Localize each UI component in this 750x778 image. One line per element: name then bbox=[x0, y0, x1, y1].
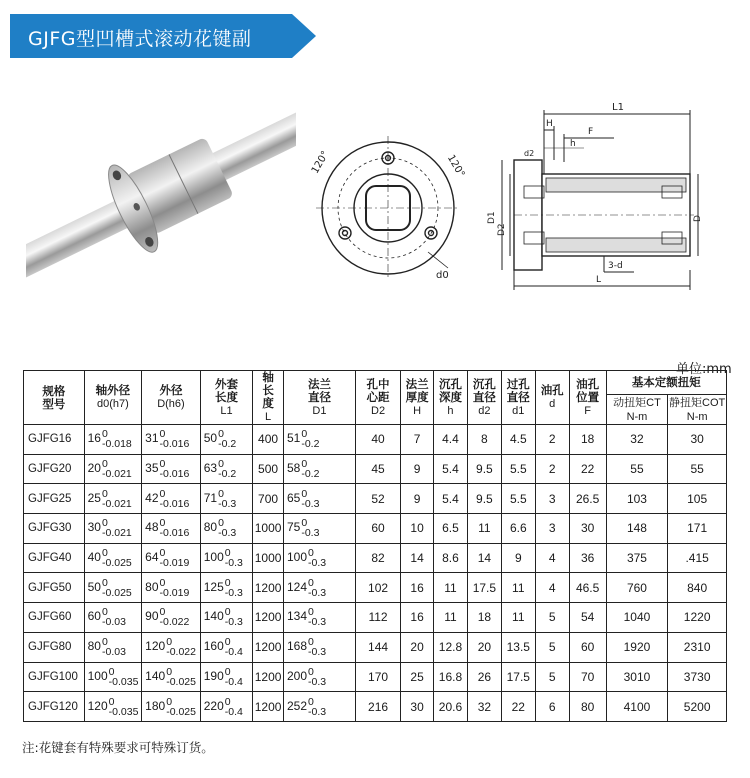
cell-hole-pcd: 82 bbox=[355, 543, 400, 573]
cell-shaft-od: 120 0 -0.035 bbox=[84, 692, 142, 722]
cell-counterbore-depth: 5.4 bbox=[434, 454, 468, 484]
spec-table bbox=[23, 370, 727, 722]
cell-dynamic-torque: 103 bbox=[606, 484, 668, 514]
cell-model: GJFG25 bbox=[24, 484, 85, 514]
cell-flange-thickness: 16 bbox=[401, 603, 434, 633]
cell-hole-pcd: 102 bbox=[355, 573, 400, 603]
cell-sleeve-length: 63 0 -0.2 bbox=[200, 454, 252, 484]
spec-table-body bbox=[24, 425, 727, 722]
cell-outer-diameter: 64 0 -0.019 bbox=[142, 543, 201, 573]
cell-oil-hole-position: 30 bbox=[569, 514, 606, 544]
cell-counterbore-depth: 6.5 bbox=[434, 514, 468, 544]
cell-oil-hole-position: 36 bbox=[569, 543, 606, 573]
cell-counterbore-diameter: 20 bbox=[467, 632, 501, 662]
cell-hole-pcd: 170 bbox=[355, 662, 400, 692]
cell-shaft-length: 400 bbox=[253, 425, 284, 455]
cell-counterbore-depth: 5.4 bbox=[434, 484, 468, 514]
cell-counterbore-diameter: 11 bbox=[467, 514, 501, 544]
cell-oil-hole: 4 bbox=[535, 543, 569, 573]
cell-counterbore-depth: 12.8 bbox=[434, 632, 468, 662]
cell-dynamic-torque: 3010 bbox=[606, 662, 668, 692]
header-dynamic-torque: 动扭矩CT N-m bbox=[606, 395, 668, 425]
cell-dynamic-torque: 55 bbox=[606, 454, 668, 484]
cell-through-hole-diameter: 11 bbox=[501, 573, 535, 603]
cell-flange-thickness: 7 bbox=[401, 425, 434, 455]
cell-shaft-length: 1200 bbox=[253, 573, 284, 603]
cell-flange-diameter: 134 0 -0.3 bbox=[283, 603, 355, 633]
cell-shaft-length: 1200 bbox=[253, 692, 284, 722]
cell-oil-hole-position: 18 bbox=[569, 425, 606, 455]
cell-outer-diameter: 180 0 -0.025 bbox=[142, 692, 201, 722]
header-flange-thickness: 法兰 厚度 H bbox=[401, 371, 434, 425]
header-counterbore-depth: 沉孔 深度 h bbox=[434, 371, 468, 425]
cell-counterbore-diameter: 9.5 bbox=[467, 454, 501, 484]
cell-flange-thickness: 20 bbox=[401, 632, 434, 662]
cell-hole-pcd: 216 bbox=[355, 692, 400, 722]
cell-flange-diameter: 75 0 -0.3 bbox=[283, 514, 355, 544]
cell-counterbore-diameter: 17.5 bbox=[467, 573, 501, 603]
cell-model: GJFG30 bbox=[24, 514, 85, 544]
label-L1: L1 bbox=[612, 102, 624, 113]
cell-shaft-od: 80 0 -0.03 bbox=[84, 632, 142, 662]
cell-hole-pcd: 40 bbox=[355, 425, 400, 455]
page-title: GJFG型凹槽式滚动花键副 bbox=[28, 28, 252, 50]
cell-dynamic-torque: 760 bbox=[606, 573, 668, 603]
cell-shaft-od: 20 0 -0.021 bbox=[84, 454, 142, 484]
cell-shaft-od: 40 0 -0.025 bbox=[84, 543, 142, 573]
cell-static-torque: 3730 bbox=[668, 662, 727, 692]
cell-oil-hole: 5 bbox=[535, 662, 569, 692]
cell-oil-hole-position: 80 bbox=[569, 692, 606, 722]
cell-oil-hole: 3 bbox=[535, 484, 569, 514]
cell-model: GJFG20 bbox=[24, 454, 85, 484]
cell-shaft-length: 1200 bbox=[253, 662, 284, 692]
cell-oil-hole-position: 22 bbox=[569, 454, 606, 484]
cell-oil-hole: 5 bbox=[535, 632, 569, 662]
label-3-d: 3-d bbox=[608, 261, 623, 271]
cell-model: GJFG40 bbox=[24, 543, 85, 573]
header-static-torque: 静扭矩COT N-m bbox=[669, 396, 726, 423]
cell-flange-thickness: 14 bbox=[401, 543, 434, 573]
cell-sleeve-length: 50 0 -0.2 bbox=[200, 425, 252, 455]
header-torque-group: 基本定额扭矩 bbox=[606, 371, 726, 395]
cell-dynamic-torque: 32 bbox=[606, 425, 668, 455]
cell-flange-diameter: 65 0 -0.3 bbox=[283, 484, 355, 514]
cell-static-torque: 5200 bbox=[668, 692, 727, 722]
cell-dynamic-torque: 4100 bbox=[606, 692, 668, 722]
cell-through-hole-diameter: 6.6 bbox=[501, 514, 535, 544]
cell-through-hole-diameter: 22 bbox=[501, 692, 535, 722]
header-through-hole-diameter: 过孔 直径 d1 bbox=[501, 371, 535, 425]
cell-model: GJFG60 bbox=[24, 603, 85, 633]
cell-flange-diameter: 252 0 -0.3 bbox=[283, 692, 355, 722]
cell-hole-pcd: 144 bbox=[355, 632, 400, 662]
cell-counterbore-diameter: 14 bbox=[467, 543, 501, 573]
cell-flange-diameter: 200 0 -0.3 bbox=[283, 662, 355, 692]
cell-model: GJFG120 bbox=[24, 692, 85, 722]
product-photo bbox=[26, 100, 296, 290]
table-row bbox=[24, 603, 727, 633]
cell-shaft-length: 1000 bbox=[253, 514, 284, 544]
cell-shaft-length: 500 bbox=[253, 454, 284, 484]
header-sleeve-length: 外套 长度 L1 bbox=[200, 371, 252, 425]
cell-shaft-od: 50 0 -0.025 bbox=[84, 573, 142, 603]
cell-shaft-length: 1200 bbox=[253, 603, 284, 633]
table-row bbox=[24, 425, 727, 455]
cell-hole-pcd: 45 bbox=[355, 454, 400, 484]
header-outer-diameter: 外径 D(h6) bbox=[142, 371, 201, 425]
cell-outer-diameter: 31 0 -0.016 bbox=[142, 425, 201, 455]
cell-static-torque: 105 bbox=[668, 484, 727, 514]
side-view-drawing bbox=[484, 100, 704, 295]
cell-shaft-length: 1000 bbox=[253, 543, 284, 573]
cell-counterbore-depth: 8.6 bbox=[434, 543, 468, 573]
cell-flange-thickness: 30 bbox=[401, 692, 434, 722]
table-row bbox=[24, 484, 727, 514]
cell-through-hole-diameter: 13.5 bbox=[501, 632, 535, 662]
cell-hole-pcd: 112 bbox=[355, 603, 400, 633]
cell-flange-thickness: 16 bbox=[401, 573, 434, 603]
label-L: L bbox=[596, 275, 602, 285]
cell-outer-diameter: 90 0 -0.022 bbox=[142, 603, 201, 633]
table-row bbox=[24, 662, 727, 692]
cell-sleeve-length: 125 0 -0.3 bbox=[200, 573, 252, 603]
cell-static-torque: 55 bbox=[668, 454, 727, 484]
cell-sleeve-length: 160 0 -0.4 bbox=[200, 632, 252, 662]
cell-through-hole-diameter: 5.5 bbox=[501, 454, 535, 484]
cell-sleeve-length: 140 0 -0.3 bbox=[200, 603, 252, 633]
cell-static-torque: .415 bbox=[668, 543, 727, 573]
cell-sleeve-length: 100 0 -0.3 bbox=[200, 543, 252, 573]
cell-outer-diameter: 48 0 -0.016 bbox=[142, 514, 201, 544]
unit-note: 单位:mm bbox=[676, 362, 732, 377]
cell-oil-hole-position: 46.5 bbox=[569, 573, 606, 603]
label-H: H bbox=[546, 119, 553, 129]
cell-through-hole-diameter: 9 bbox=[501, 543, 535, 573]
cell-flange-thickness: 9 bbox=[401, 454, 434, 484]
cell-model: GJFG80 bbox=[24, 632, 85, 662]
cell-through-hole-diameter: 4.5 bbox=[501, 425, 535, 455]
cell-flange-thickness: 10 bbox=[401, 514, 434, 544]
header-shaft-length: 轴 长 度 L bbox=[253, 371, 284, 425]
cell-flange-diameter: 124 0 -0.3 bbox=[283, 573, 355, 603]
table-row bbox=[24, 454, 727, 484]
title-banner bbox=[10, 14, 316, 58]
cell-static-torque: 840 bbox=[668, 573, 727, 603]
table-row bbox=[24, 514, 727, 544]
d0-label: d0 bbox=[436, 270, 449, 281]
table-row bbox=[24, 573, 727, 603]
cell-shaft-length: 1200 bbox=[253, 632, 284, 662]
cell-static-torque: 30 bbox=[668, 425, 727, 455]
cell-dynamic-torque: 375 bbox=[606, 543, 668, 573]
cell-shaft-od: 100 0 -0.035 bbox=[84, 662, 142, 692]
cell-counterbore-diameter: 26 bbox=[467, 662, 501, 692]
cell-counterbore-depth: 4.4 bbox=[434, 425, 468, 455]
cell-counterbore-diameter: 32 bbox=[467, 692, 501, 722]
cell-outer-diameter: 140 0 -0.025 bbox=[142, 662, 201, 692]
cell-counterbore-diameter: 9.5 bbox=[467, 484, 501, 514]
cell-sleeve-length: 71 0 -0.3 bbox=[200, 484, 252, 514]
cell-flange-diameter: 168 0 -0.3 bbox=[283, 632, 355, 662]
cell-model: GJFG100 bbox=[24, 662, 85, 692]
table-row bbox=[24, 632, 727, 662]
cell-oil-hole-position: 60 bbox=[569, 632, 606, 662]
cell-through-hole-diameter: 17.5 bbox=[501, 662, 535, 692]
header-oil-hole: 油孔 d bbox=[535, 371, 569, 425]
cell-oil-hole: 6 bbox=[535, 692, 569, 722]
cell-shaft-od: 60 0 -0.03 bbox=[84, 603, 142, 633]
table-row bbox=[24, 692, 727, 722]
cell-flange-diameter: 51 0 -0.2 bbox=[283, 425, 355, 455]
cell-oil-hole-position: 54 bbox=[569, 603, 606, 633]
header-flange-diameter: 法兰 直径 D1 bbox=[283, 371, 355, 425]
cell-static-torque: 2310 bbox=[668, 632, 727, 662]
cell-outer-diameter: 80 0 -0.019 bbox=[142, 573, 201, 603]
cell-oil-hole: 4 bbox=[535, 573, 569, 603]
cell-counterbore-depth: 11 bbox=[434, 603, 468, 633]
cell-oil-hole: 5 bbox=[535, 603, 569, 633]
cell-shaft-od: 16 0 -0.018 bbox=[84, 425, 142, 455]
cell-flange-thickness: 9 bbox=[401, 484, 434, 514]
cell-hole-pcd: 60 bbox=[355, 514, 400, 544]
cell-model: GJFG16 bbox=[24, 425, 85, 455]
cell-model: GJFG50 bbox=[24, 573, 85, 603]
cell-shaft-length: 700 bbox=[253, 484, 284, 514]
cell-counterbore-depth: 20.6 bbox=[434, 692, 468, 722]
label-F: F bbox=[588, 127, 594, 137]
cell-dynamic-torque: 148 bbox=[606, 514, 668, 544]
header-shaft-od: 轴外径 d0(h7) bbox=[84, 371, 142, 425]
cell-counterbore-depth: 11 bbox=[434, 573, 468, 603]
cell-through-hole-diameter: 11 bbox=[501, 603, 535, 633]
label-D2: D2 bbox=[497, 223, 507, 236]
angle-label-right: 120° bbox=[444, 153, 467, 180]
label-h: h bbox=[570, 139, 576, 149]
cell-flange-diameter: 100 0 -0.3 bbox=[283, 543, 355, 573]
cell-dynamic-torque: 1920 bbox=[606, 632, 668, 662]
footnote: 注:花键套有特殊要求可特殊订货。 bbox=[22, 740, 214, 755]
front-view-drawing bbox=[308, 128, 476, 290]
cell-sleeve-length: 220 0 -0.4 bbox=[200, 692, 252, 722]
label-d2: d2 bbox=[524, 149, 535, 158]
cell-flange-diameter: 58 0 -0.2 bbox=[283, 454, 355, 484]
cell-static-torque: 171 bbox=[668, 514, 727, 544]
header-hole-pcd: 孔中 心距 D2 bbox=[355, 371, 400, 425]
mount-hole-2 bbox=[339, 227, 351, 239]
cell-oil-hole-position: 70 bbox=[569, 662, 606, 692]
cell-counterbore-diameter: 8 bbox=[467, 425, 501, 455]
cell-outer-diameter: 42 0 -0.016 bbox=[142, 484, 201, 514]
cell-counterbore-depth: 16.8 bbox=[434, 662, 468, 692]
angle-label-left: 120° bbox=[309, 149, 332, 176]
cell-sleeve-length: 80 0 -0.3 bbox=[200, 514, 252, 544]
cell-outer-diameter: 35 0 -0.016 bbox=[142, 454, 201, 484]
cell-shaft-od: 25 0 -0.021 bbox=[84, 484, 142, 514]
cell-static-torque: 1220 bbox=[668, 603, 727, 633]
cell-oil-hole-position: 26.5 bbox=[569, 484, 606, 514]
cell-dynamic-torque: 1040 bbox=[606, 603, 668, 633]
table-row bbox=[24, 543, 727, 573]
cell-oil-hole: 2 bbox=[535, 454, 569, 484]
cell-shaft-od: 30 0 -0.021 bbox=[84, 514, 142, 544]
cell-sleeve-length: 190 0 -0.4 bbox=[200, 662, 252, 692]
cell-oil-hole: 2 bbox=[535, 425, 569, 455]
header-oil-hole-position: 油孔 位置 F bbox=[569, 371, 606, 425]
header-model: 规格 型号 bbox=[24, 371, 85, 425]
label-D: D bbox=[693, 215, 703, 222]
cell-hole-pcd: 52 bbox=[355, 484, 400, 514]
label-D1: D1 bbox=[487, 211, 497, 224]
cell-counterbore-diameter: 18 bbox=[467, 603, 501, 633]
cell-flange-thickness: 25 bbox=[401, 662, 434, 692]
cell-through-hole-diameter: 5.5 bbox=[501, 484, 535, 514]
header-counterbore-diameter: 沉孔 直径 d2 bbox=[467, 371, 501, 425]
cell-oil-hole: 3 bbox=[535, 514, 569, 544]
cell-outer-diameter: 120 0 -0.022 bbox=[142, 632, 201, 662]
